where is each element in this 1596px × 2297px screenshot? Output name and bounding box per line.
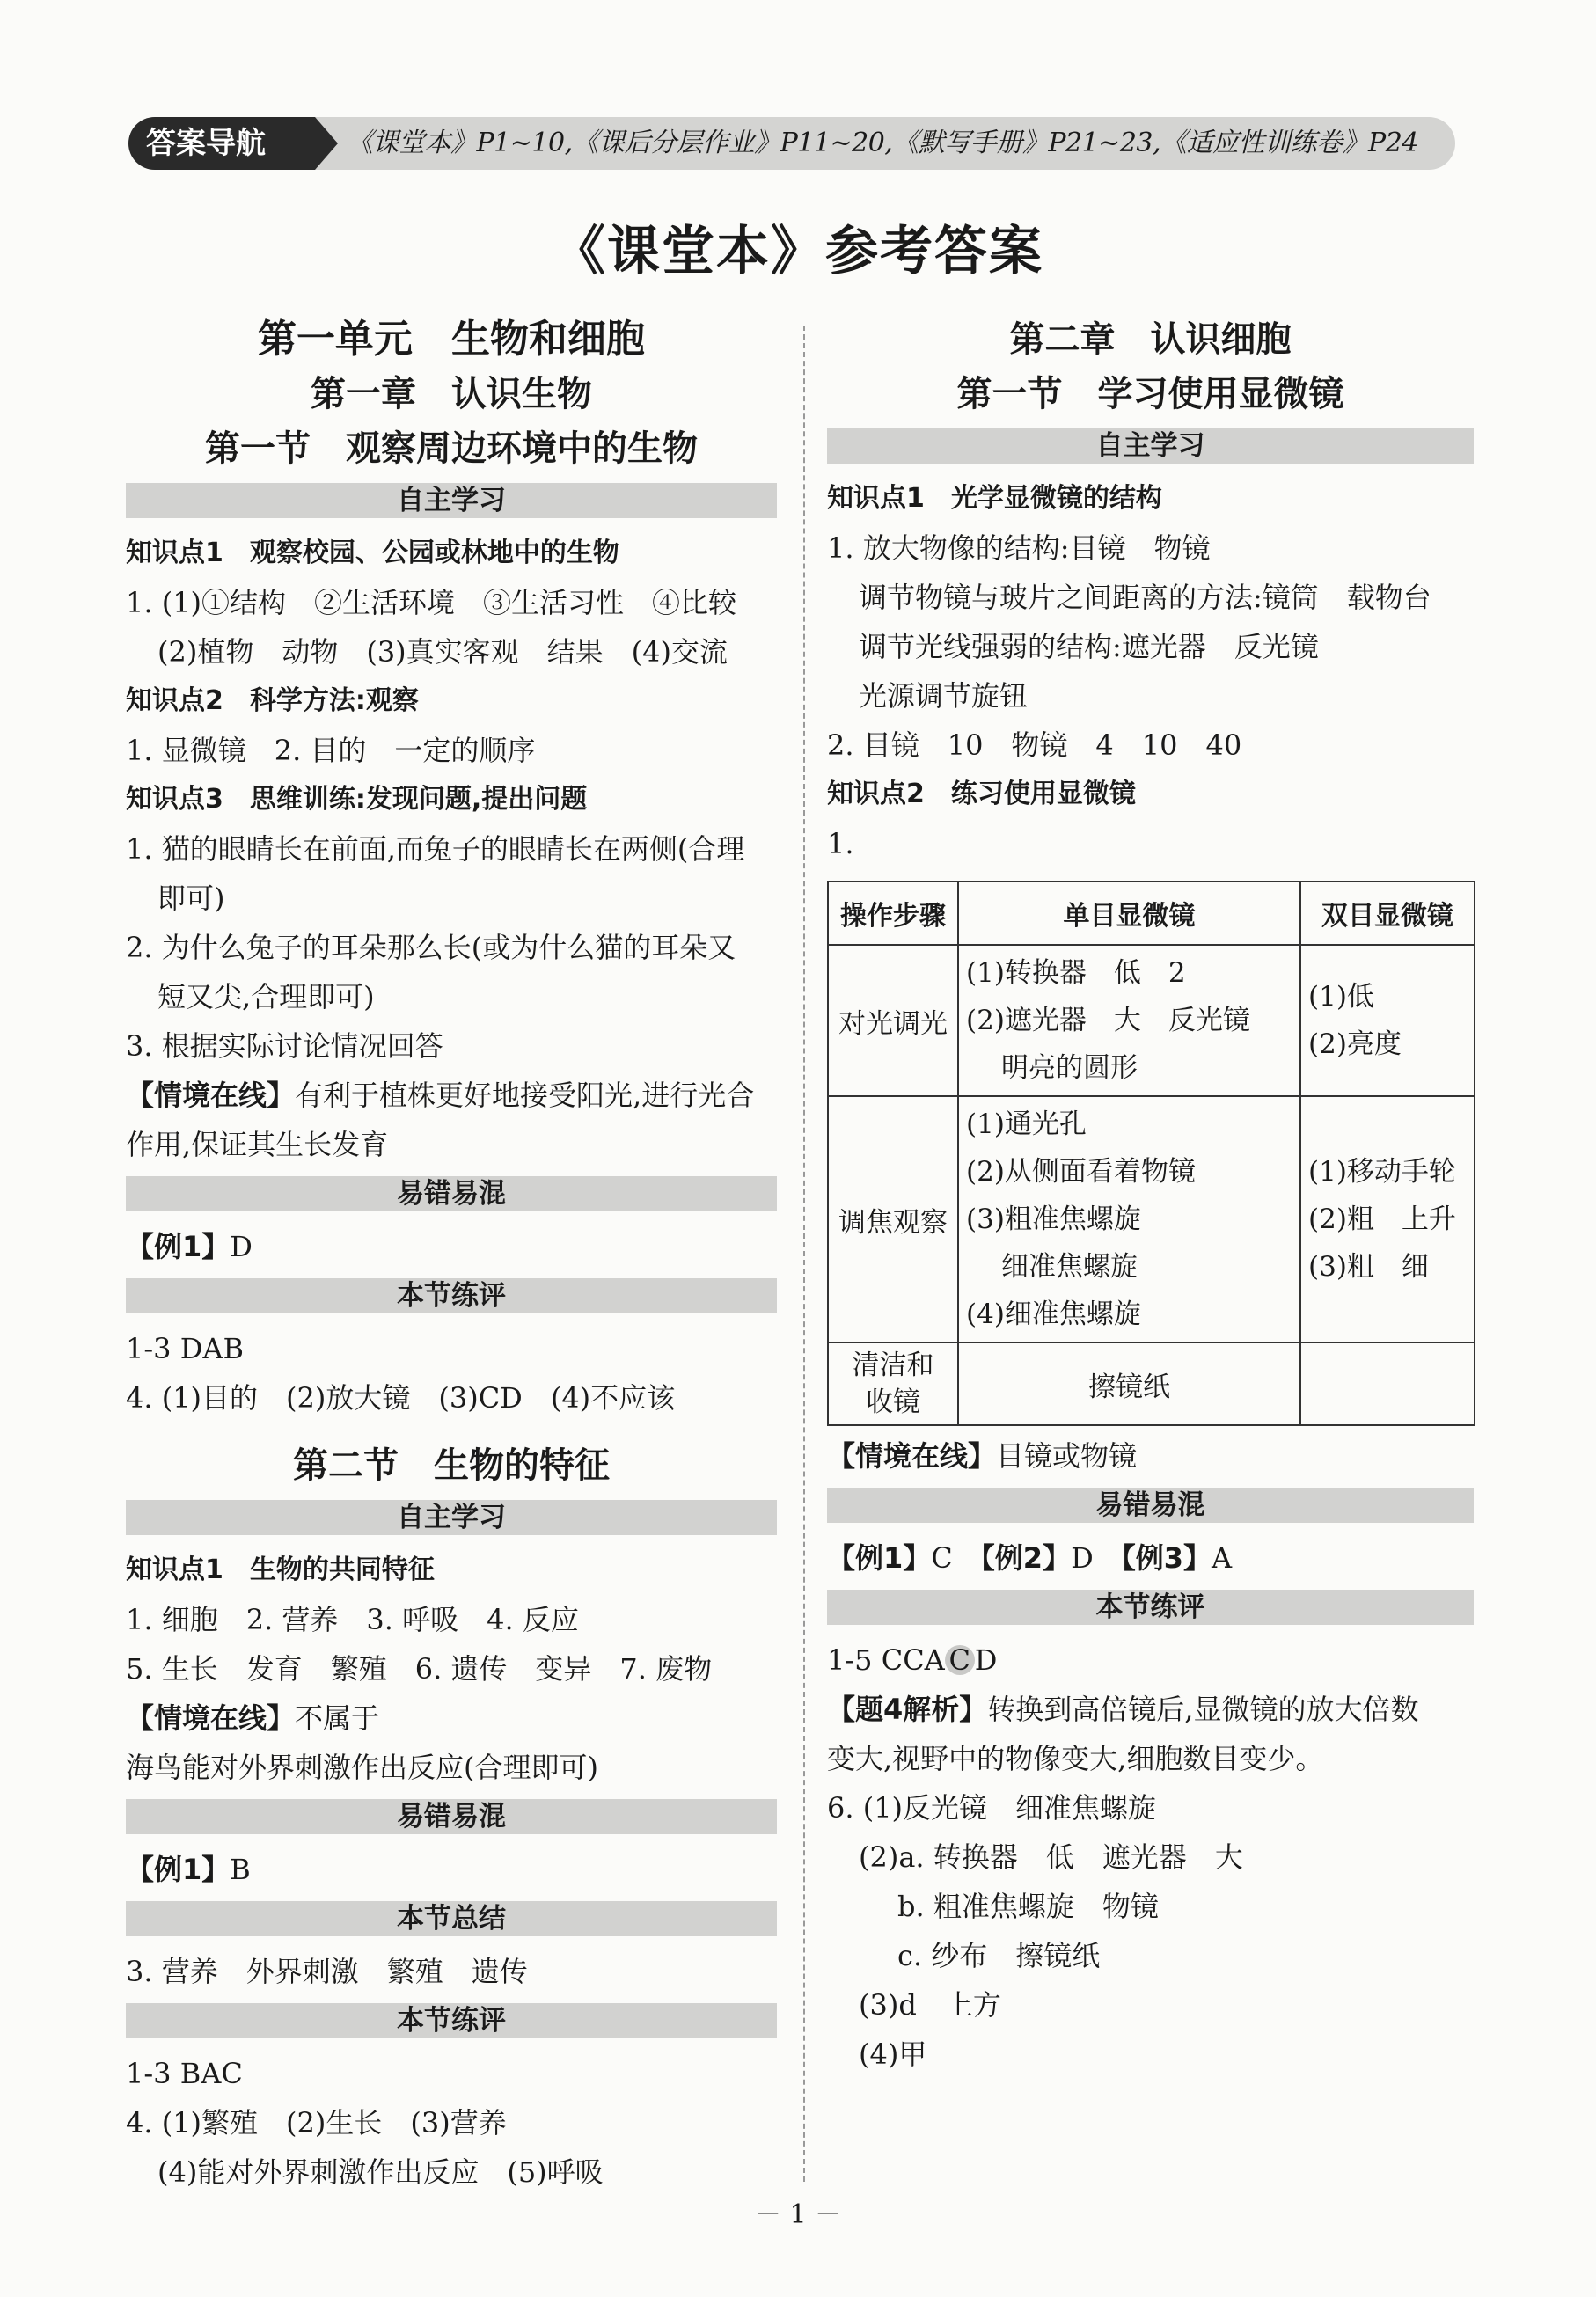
example-text: A xyxy=(1212,1541,1233,1575)
answer-line: b. 粗准焦螺旋 物镜 xyxy=(897,1890,1159,1923)
cell-line: (2)遮光器 大 反光镜 xyxy=(966,1005,1250,1036)
band-mistakes: 易错易混 xyxy=(126,1799,777,1834)
navigation-tag: 答案导航 xyxy=(128,117,315,170)
example-text: D xyxy=(230,1230,253,1263)
answer-line: 1-3 DAB xyxy=(126,1332,244,1365)
answer-line: 1. 放大物像的结构:目镜 物镜 xyxy=(827,531,1211,565)
arrow-icon xyxy=(315,117,338,170)
context-text: 有利于植株更好地接受阳光,进行光合 xyxy=(295,1079,755,1112)
answer-line: (4)甲 xyxy=(859,2037,927,2071)
context-text: 目镜或物镜 xyxy=(996,1439,1138,1473)
cell-line: 清洁和 xyxy=(852,1350,934,1381)
cell-line: (3)粗 细 xyxy=(1308,1251,1429,1283)
cell-line: (1)通光孔 xyxy=(966,1108,1087,1140)
answer-line: 2. 为什么兔子的耳朵那么长(或为什么猫的耳朵又 xyxy=(126,931,736,964)
analysis-text: 转换到高倍镜后,显微镜的放大倍数 xyxy=(987,1693,1419,1726)
answer-line: 短又尖,合理即可) xyxy=(157,980,375,1013)
table-header: 操作步骤 xyxy=(828,881,958,945)
knowledge-point: 知识点2 练习使用显微镜 xyxy=(827,779,1136,809)
chapter-title: 第一章 认识生物 xyxy=(311,373,592,414)
navigation-text: 《课堂本》P1~10,《课后分层作业》P11~20,《默写手册》P21~23,《适应性训练卷》P24 xyxy=(347,128,1418,158)
context-answer xyxy=(126,1071,777,1120)
chapter-title: 第二章 认识细胞 xyxy=(1009,318,1292,360)
example-text: C xyxy=(931,1541,953,1575)
section-title: 第一节 观察周边环境中的生物 xyxy=(205,428,698,469)
answer-line: c. 纱布 擦镜纸 xyxy=(897,1939,1101,1972)
context-label: 【情境在线】 xyxy=(126,1701,296,1735)
answer-line: 3. 营养 外界刺激 繁殖 遗传 xyxy=(126,1955,528,1988)
table-cell-step: 对光调光 xyxy=(828,945,958,1096)
cell-line: (1)转换器 低 2 xyxy=(966,957,1186,989)
table-cell-step: 调焦观察 xyxy=(828,1096,958,1342)
band-review: 本节练评 xyxy=(126,2003,777,2038)
band-self-study: 自主学习 xyxy=(126,1500,777,1535)
example-label: 【例1】 xyxy=(827,1541,932,1575)
cell-line: (1)移动手轮 xyxy=(1308,1156,1456,1188)
answer-navigation-bar xyxy=(128,117,1455,170)
table-cell-bino xyxy=(1300,1342,1475,1425)
example-answers xyxy=(827,1533,1474,1583)
review-suffix: D xyxy=(974,1643,998,1677)
page-number: － 1 － xyxy=(754,2199,842,2230)
left-column xyxy=(126,312,777,2197)
context-text: 不属于 xyxy=(295,1701,380,1735)
cell-line: 细准焦螺旋 xyxy=(1001,1251,1138,1283)
table-header-row xyxy=(828,881,1475,945)
context-label: 【情境在线】 xyxy=(126,1079,296,1112)
knowledge-point: 知识点2 科学方法:观察 xyxy=(126,685,419,716)
cell-line: 收镜 xyxy=(866,1386,920,1418)
cell-line: (4)细准焦螺旋 xyxy=(966,1298,1141,1330)
page-title: 《课堂本》参考答案 xyxy=(553,221,1043,282)
answer-line: 1. 细胞 2. 营养 3. 呼吸 4. 反应 xyxy=(126,1603,579,1636)
answer-line: (4)能对外界刺激作出反应 (5)呼吸 xyxy=(157,2155,604,2189)
band-mistakes: 易错易混 xyxy=(126,1176,777,1211)
context-label: 【情境在线】 xyxy=(827,1439,997,1473)
knowledge-point: 知识点1 观察校园、公园或林地中的生物 xyxy=(126,538,619,568)
analysis-line xyxy=(827,1685,1474,1734)
section-title: 第二节 生物的特征 xyxy=(293,1445,610,1486)
answer-line: (3)d 上方 xyxy=(859,1988,1001,2022)
column-divider xyxy=(803,326,805,2182)
band-review: 本节练评 xyxy=(126,1278,777,1313)
answer-line: 调节物镜与玻片之间距离的方法:镜筒 载物台 xyxy=(859,581,1431,614)
answer-line: 即可) xyxy=(157,881,225,915)
answer-line: 4. (1)繁殖 (2)生长 (3)营养 xyxy=(126,2106,507,2140)
right-column xyxy=(827,312,1474,2079)
band-self-study: 自主学习 xyxy=(827,428,1474,464)
knowledge-point: 知识点1 光学显微镜的结构 xyxy=(827,483,1162,514)
review-prefix: 1-5 CCA xyxy=(827,1643,945,1677)
knowledge-point: 知识点3 思维训练:发现问题,提出问题 xyxy=(126,784,588,815)
answer-line: 变大,视野中的物像变大,细胞数目变少。 xyxy=(827,1742,1324,1775)
cell-line: (1)低 xyxy=(1308,981,1374,1013)
analysis-label: 【题4解析】 xyxy=(827,1693,988,1726)
context-answer xyxy=(126,1693,777,1743)
table-row xyxy=(828,945,1475,1096)
answer-line: 1. 显微镜 2. 目的 一定的顺序 xyxy=(126,734,536,767)
answer-line: 光源调节旋钮 xyxy=(859,679,1029,713)
table-row xyxy=(828,1342,1475,1425)
band-mistakes: 易错易混 xyxy=(827,1488,1474,1523)
answer-line: 1. 猫的眼睛长在前面,而兔子的眼睛长在两侧(合理 xyxy=(126,832,745,866)
answer-line: 作用,保证其生长发育 xyxy=(126,1128,389,1161)
answer-line: 调节光线强弱的结构:遮光器 反光镜 xyxy=(859,630,1319,663)
context-answer xyxy=(827,1431,1474,1481)
example-text: D xyxy=(1071,1541,1094,1575)
table-cell-step xyxy=(828,1342,958,1425)
table-cell-mono xyxy=(958,945,1300,1096)
answer-line: 6. (1)反光镜 细准焦螺旋 xyxy=(827,1791,1157,1825)
table-cell-mono xyxy=(958,1096,1300,1342)
band-self-study: 自主学习 xyxy=(126,483,777,518)
table-cell-mono: 擦镜纸 xyxy=(958,1342,1300,1425)
example-label: 【例3】 xyxy=(1121,1541,1212,1575)
microscope-table xyxy=(827,881,1475,1426)
circled-letter: C xyxy=(945,1645,975,1675)
answer-line: 4. (1)目的 (2)放大镜 (3)CD (4)不应该 xyxy=(126,1381,676,1415)
answer-line: 3. 根据实际讨论情况回答 xyxy=(126,1029,443,1063)
answer-line: 1. xyxy=(827,827,854,860)
cell-line: 明亮的圆形 xyxy=(1001,1052,1138,1084)
answer-line xyxy=(827,1635,1474,1685)
cell-line: (3)粗准焦螺旋 xyxy=(966,1203,1141,1235)
band-summary: 本节总结 xyxy=(126,1901,777,1936)
unit-title: 第一单元 生物和细胞 xyxy=(258,317,645,362)
cell-line: (2)从侧面看着物镜 xyxy=(966,1156,1196,1188)
answer-line: (2)植物 动物 (3)真实客观 结果 (4)交流 xyxy=(157,635,728,669)
knowledge-point: 知识点1 生物的共同特征 xyxy=(126,1554,435,1585)
table-row xyxy=(828,1096,1475,1342)
example-answer xyxy=(126,1845,777,1894)
table-cell-bino xyxy=(1300,1096,1475,1342)
answer-line: 海鸟能对外界刺激作出反应(合理即可) xyxy=(126,1751,598,1784)
answer-line: 1-3 BAC xyxy=(126,2057,243,2090)
answer-line: 1. (1)①结构 ②生活环境 ③生活习性 ④比较 xyxy=(126,586,737,619)
section-title: 第一节 学习使用显微镜 xyxy=(956,373,1344,414)
answer-line: 5. 生长 发育 繁殖 6. 遗传 变异 7. 废物 xyxy=(126,1652,713,1686)
example-label: 【例1】 xyxy=(126,1230,231,1263)
example-answer xyxy=(126,1222,777,1271)
table-cell-bino xyxy=(1300,945,1475,1096)
example-label: 【例1】 xyxy=(126,1853,231,1886)
cell-line: (2)亮度 xyxy=(1308,1028,1402,1060)
example-text: B xyxy=(230,1853,251,1886)
table-header: 单目显微镜 xyxy=(958,881,1300,945)
answer-line: (2)a. 转换器 低 遮光器 大 xyxy=(859,1840,1243,1874)
example-label: 【例2】 xyxy=(980,1541,1072,1575)
table-header: 双目显微镜 xyxy=(1300,881,1475,945)
cell-line: (2)粗 上升 xyxy=(1308,1203,1456,1235)
band-review: 本节练评 xyxy=(827,1590,1474,1625)
answer-line: 2. 目镜 10 物镜 4 10 40 xyxy=(827,728,1242,762)
